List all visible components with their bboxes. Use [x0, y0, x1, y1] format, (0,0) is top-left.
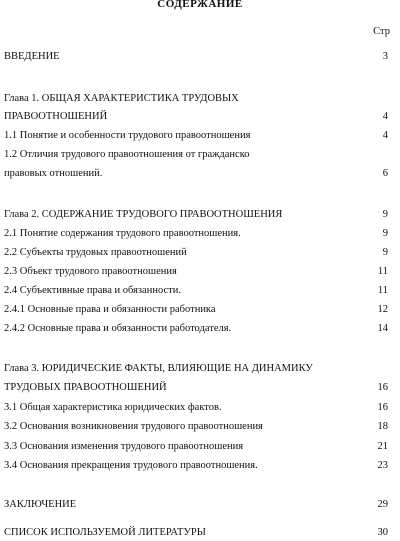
toc-page-number: 9: [382, 209, 388, 220]
toc-page-number: 11: [377, 266, 388, 277]
toc-page-number: 12: [377, 304, 388, 315]
toc-page-number: 9: [382, 228, 388, 239]
toc-entry-3-4: 3.4 Основания прекращения трудового правоотношения.: [4, 460, 258, 471]
toc-page-number: 29: [377, 499, 388, 510]
toc-entry-3-3: 3.3 Основания изменения трудового правоотношения: [4, 441, 244, 452]
toc-entry-chapter-3: Глава 3. ЮРИДИЧЕСКИЕ ФАКТЫ, ВЛИЯЮЩИЕ НА ДИНАМИКУ: [4, 363, 313, 374]
toc-entry-bibliography: СПИСОК ИСПОЛЬЗУЕМОЙ ЛИТЕРАТУРЫ: [4, 527, 206, 538]
toc-page-number: 11: [377, 285, 388, 296]
toc-entry-2-1: 2.1 Понятие содержания трудового правоотношения.: [4, 228, 241, 239]
toc-entry-conclusion: ЗАКЛЮЧЕНИЕ: [4, 499, 77, 510]
toc-entry-2-2: 2.2 Субъекты трудовых правоотношений: [4, 247, 187, 258]
toc-title: СОДЕРЖАНИЕ: [157, 0, 243, 10]
toc-page-number: 23: [377, 460, 388, 471]
toc-entry-chapter-1-cont: ПРАВООТНОШЕНИЙ: [4, 111, 108, 122]
toc-page-number: 6: [382, 168, 388, 179]
toc-page-number: 16: [377, 402, 388, 413]
toc-entry-2-4: 2.4 Субъективные права и обязанности.: [4, 285, 181, 296]
toc-page-number: 30: [377, 527, 388, 538]
toc-entry-chapter-3-cont: ТРУДОВЫХ ПРАВООТНОШЕНИЙ: [4, 382, 167, 393]
toc-page-number: 21: [377, 441, 388, 452]
toc-entry-2-3: 2.3 Объект трудового правоотношения: [4, 266, 177, 277]
toc-entry-1-1: 1.1 Понятие и особенности трудового правоотношения: [4, 130, 251, 141]
toc-page-number: 4: [382, 130, 388, 141]
toc-page-number: 3: [382, 51, 388, 62]
toc-page-number: 14: [377, 323, 388, 334]
toc-entry-2-4-2: 2.4.2 Основные права и обязанности работодателя.: [4, 323, 232, 334]
toc-page-number: 9: [382, 247, 388, 258]
toc-entry-1-2-cont: правовых отношений.: [4, 168, 103, 179]
toc-entry-3-1: 3.1 Общая характеристика юридических фактов.: [4, 402, 222, 413]
toc-page-number: 18: [377, 421, 388, 432]
toc-entry-chapter-2: Глава 2. СОДЕРЖАНИЕ ТРУДОВОГО ПРАВООТНОШЕНИЯ: [4, 209, 283, 220]
toc-entry-chapter-1: Глава 1. ОБЩАЯ ХАРАКТЕРИСТИКА ТРУДОВЫХ: [4, 93, 239, 104]
page-column-label: Стр: [373, 26, 390, 37]
toc-entry-intro: ВВЕДЕНИЕ: [4, 51, 60, 62]
toc-entry-3-2: 3.2 Основания возникновения трудового правоотношения: [4, 421, 263, 432]
toc-entry-1-2: 1.2 Отличия трудового правоотношения от гражданско: [4, 149, 250, 160]
toc-page-number: 16: [377, 382, 388, 393]
toc-page-number: 4: [382, 111, 388, 122]
toc-entry-2-4-1: 2.4.1 Основные права и обязанности работника: [4, 304, 216, 315]
